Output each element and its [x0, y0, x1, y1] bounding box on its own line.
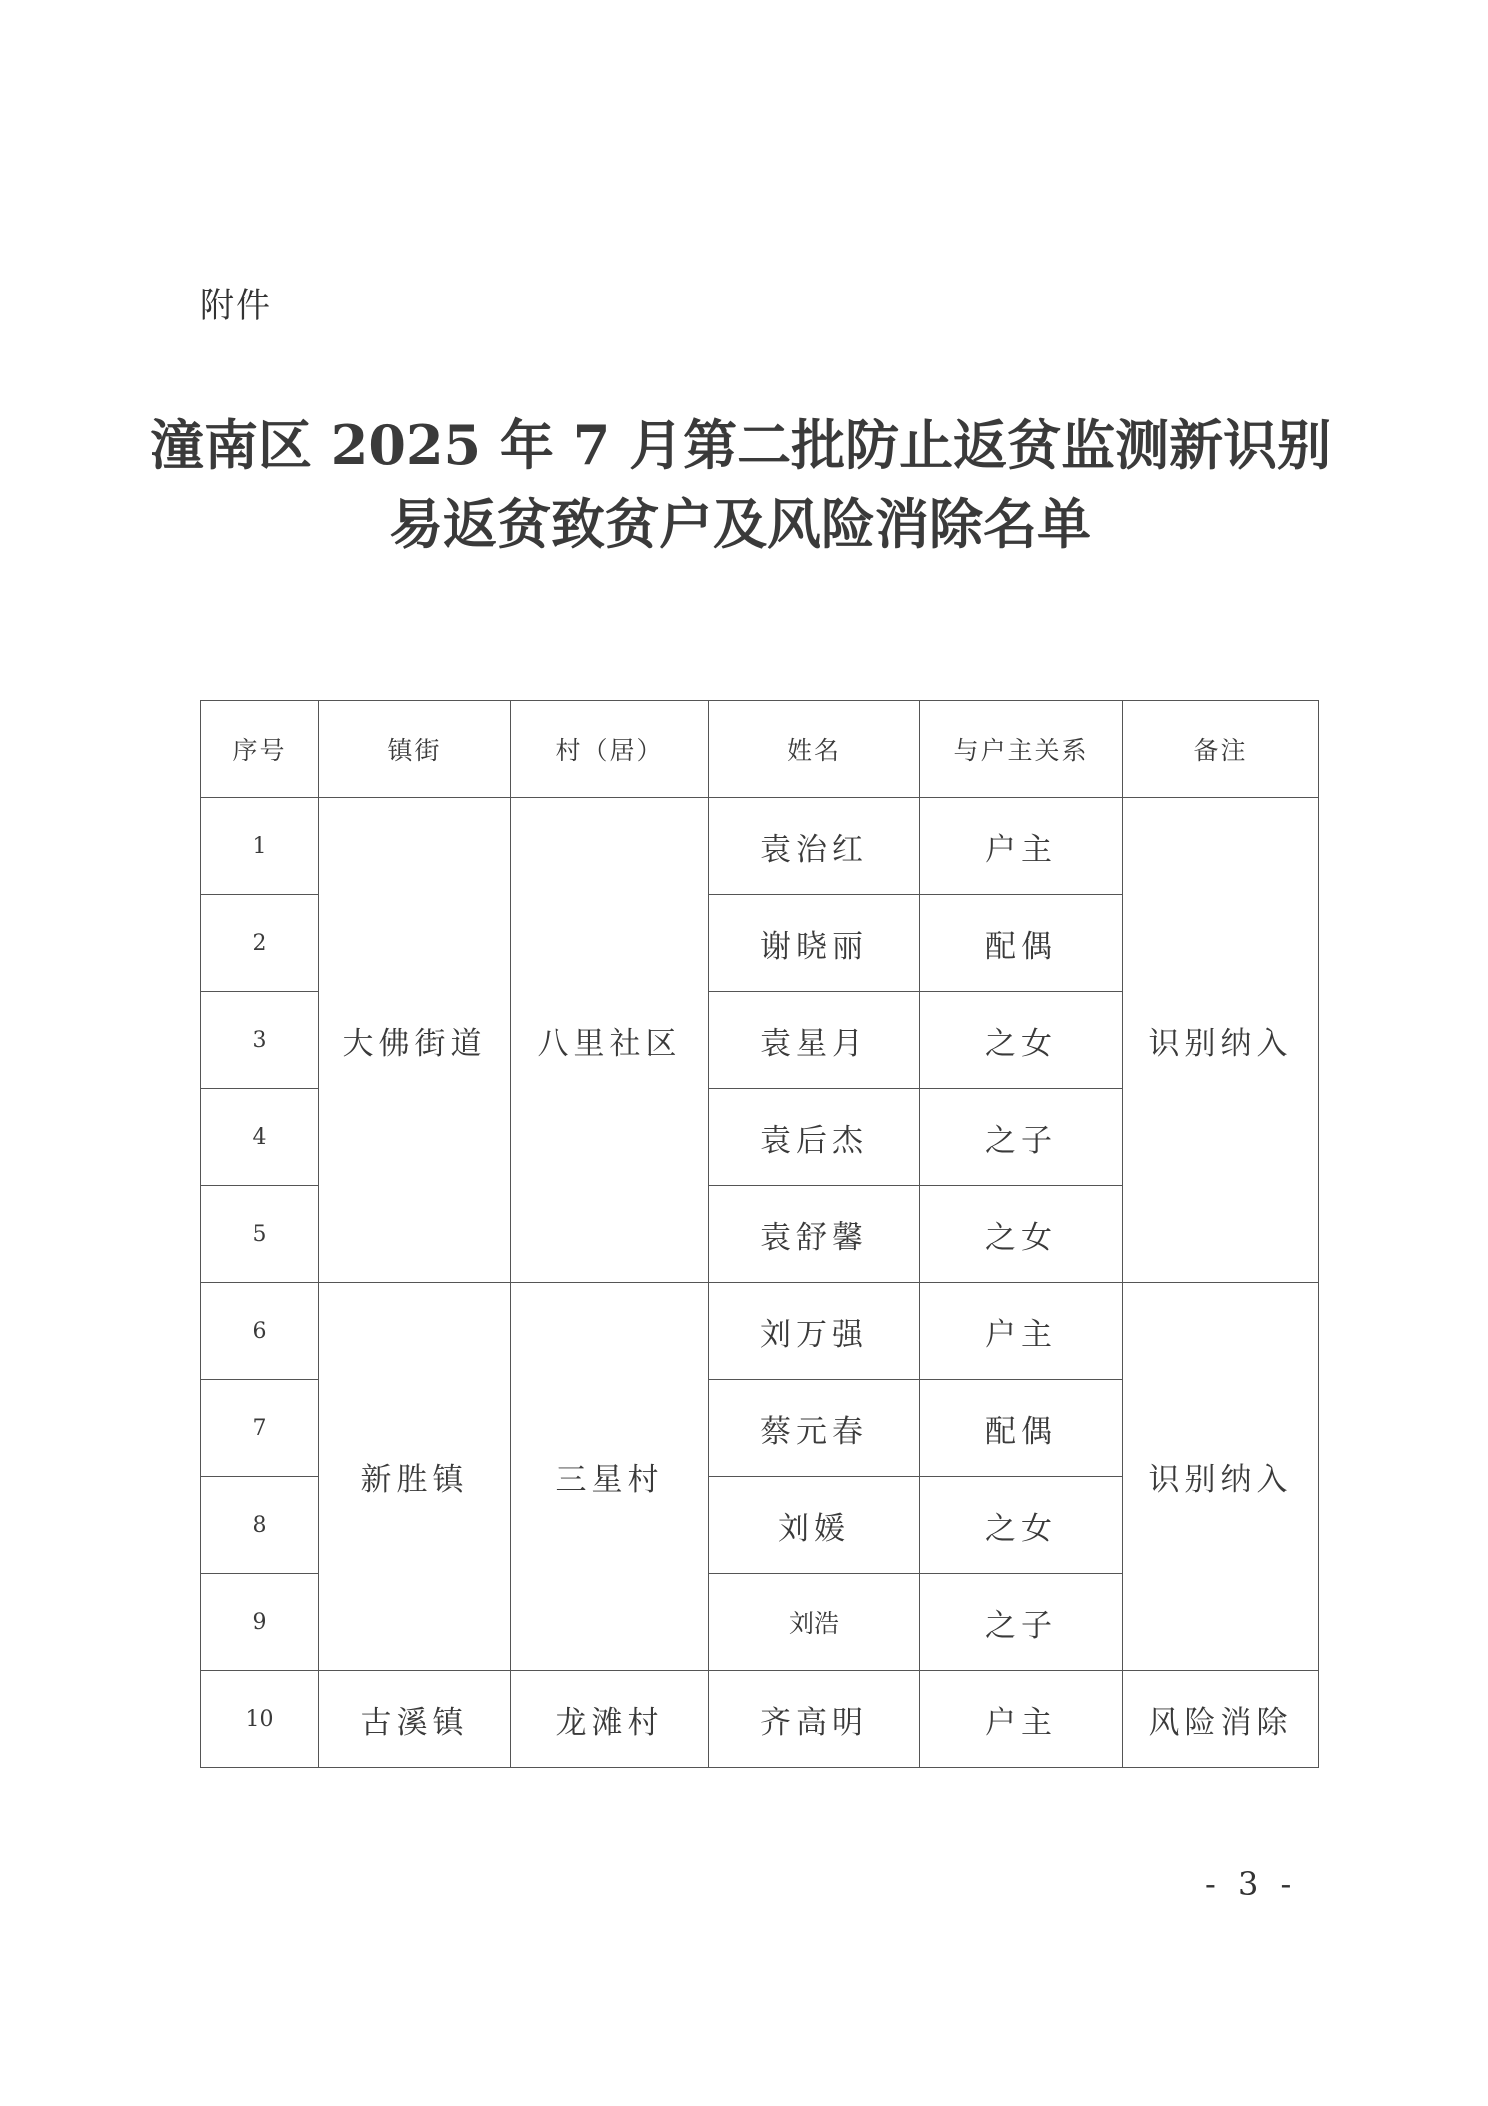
note-cell: 风险消除 [1123, 1671, 1319, 1768]
name-cell: 齐高明 [709, 1671, 920, 1768]
seq-cell: 6 [201, 1283, 319, 1380]
seq-cell: 8 [201, 1477, 319, 1574]
name-cell: 刘媛 [709, 1477, 920, 1574]
seq-cell: 4 [201, 1089, 319, 1186]
column-header-name: 姓名 [709, 701, 920, 798]
relation-cell: 之女 [920, 1186, 1123, 1283]
name-cell: 蔡元春 [709, 1380, 920, 1477]
column-header-town: 镇街 [319, 701, 511, 798]
column-header-village: 村（居） [511, 701, 709, 798]
village-cell: 龙滩村 [511, 1671, 709, 1768]
note-cell: 识别纳入 [1123, 798, 1319, 1283]
town-cell: 新胜镇 [319, 1283, 511, 1671]
seq-cell: 5 [201, 1186, 319, 1283]
relation-cell: 之女 [920, 992, 1123, 1089]
relation-cell: 之子 [920, 1574, 1123, 1671]
relation-cell: 户主 [920, 1283, 1123, 1380]
seq-cell: 1 [201, 798, 319, 895]
seq-cell: 7 [201, 1380, 319, 1477]
village-cell: 三星村 [511, 1283, 709, 1671]
name-cell: 袁治红 [709, 798, 920, 895]
table-row [201, 1671, 1319, 1768]
village-cell: 八里社区 [511, 798, 709, 1283]
column-header-seq: 序号 [201, 701, 319, 798]
relation-cell: 户主 [920, 1671, 1123, 1768]
table-row [201, 1283, 1319, 1380]
town-cell: 大佛街道 [319, 798, 511, 1283]
relation-cell: 之子 [920, 1089, 1123, 1186]
seq-cell: 9 [201, 1574, 319, 1671]
relation-cell: 户主 [920, 798, 1123, 895]
column-header-note: 备注 [1123, 701, 1319, 798]
page-number: - 3 - [1205, 1865, 1298, 1903]
table-header-row [201, 701, 1319, 798]
seq-cell: 3 [201, 992, 319, 1089]
town-cell: 古溪镇 [319, 1671, 511, 1768]
relation-cell: 配偶 [920, 1380, 1123, 1477]
relation-cell: 之女 [920, 1477, 1123, 1574]
column-header-relation: 与户主关系 [920, 701, 1123, 798]
name-cell: 刘万强 [709, 1283, 920, 1380]
attachment-label: 附件 [200, 286, 272, 326]
seq-cell: 10 [201, 1671, 319, 1768]
seq-cell: 2 [201, 895, 319, 992]
document-title-line-2: 易返贫致贫户及风险消除名单 [389, 492, 1091, 556]
name-cell: 袁舒馨 [709, 1186, 920, 1283]
roster-table [200, 700, 1319, 1768]
name-cell: 袁星月 [709, 992, 920, 1089]
table-row [201, 798, 1319, 895]
name-cell: 刘浩 [709, 1574, 920, 1671]
note-cell: 识别纳入 [1123, 1283, 1319, 1671]
name-cell: 袁后杰 [709, 1089, 920, 1186]
relation-cell: 配偶 [920, 895, 1123, 992]
document-title-line-1: 潼南区 2025 年 7 月第二批防止返贫监测新识别 [150, 413, 1332, 477]
name-cell: 谢晓丽 [709, 895, 920, 992]
